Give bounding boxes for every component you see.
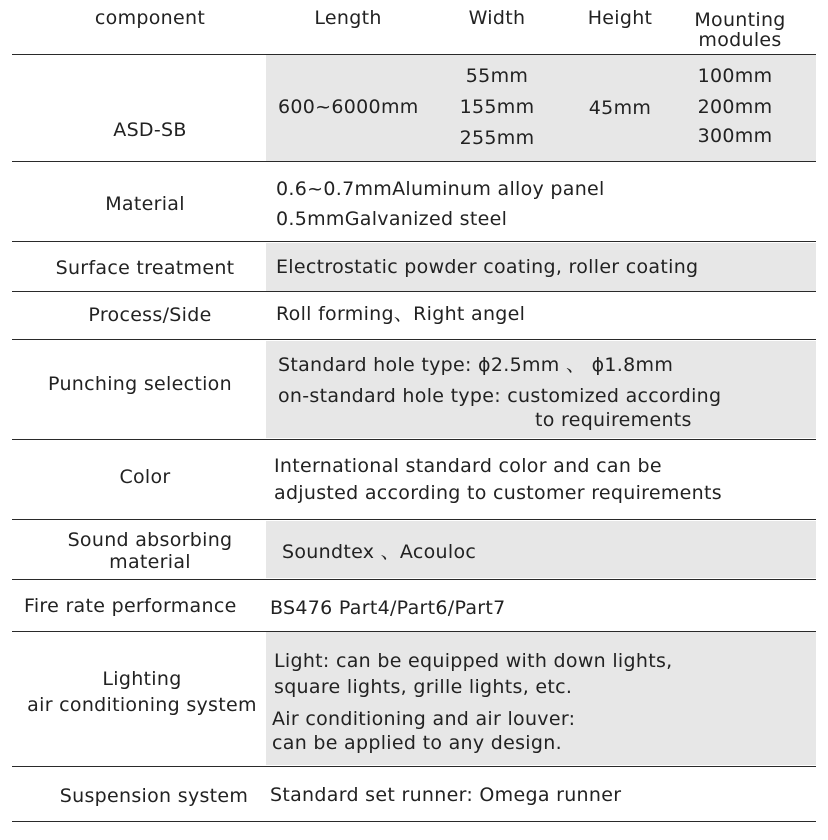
- color-label: Color: [119, 466, 171, 488]
- header-height: Height: [587, 7, 653, 29]
- row-divider: [12, 54, 816, 55]
- row-divider: [12, 766, 816, 767]
- asd-module-2: 200mm: [697, 96, 773, 118]
- sound-value: Soundtex 、Acouloc: [282, 541, 477, 563]
- lighting-line-4: can be applied to any design.: [272, 732, 562, 754]
- fire-label: Fire rate performance: [24, 595, 237, 617]
- header-mounting-line2: modules: [698, 29, 782, 51]
- punching-label: Punching selection: [48, 373, 232, 395]
- row-divider: [12, 519, 816, 520]
- row-divider: [12, 339, 816, 340]
- asd-width-3: 255mm: [459, 127, 535, 149]
- color-line-2: adjusted according to customer requirements: [274, 482, 722, 504]
- header-length: Length: [314, 7, 382, 29]
- asd-height: 45mm: [588, 97, 652, 119]
- suspension-label: Suspension system: [59, 785, 249, 807]
- lighting-line-3: Air conditioning and air louver:: [272, 708, 576, 730]
- process-value: Roll forming、Right angel: [276, 303, 526, 325]
- asd-module-3: 300mm: [697, 125, 773, 147]
- punching-line-1: Standard hole type: ϕ2.5mm 、 ϕ1.8mm: [278, 354, 674, 376]
- surface-value: Electrostatic powder coating, roller coating: [276, 256, 699, 278]
- row-divider: [12, 291, 816, 292]
- row-divider: [12, 439, 816, 440]
- asd-width-2: 155mm: [459, 96, 535, 118]
- asd-label: ASD-SB: [113, 119, 187, 141]
- header-component: component: [94, 7, 206, 29]
- punching-line-2: on-standard hole type: customized according: [278, 385, 722, 407]
- suspension-value: Standard set runner: Omega runner: [270, 784, 622, 806]
- row-divider: [12, 241, 816, 242]
- surface-label: Surface treatment: [55, 257, 235, 279]
- material-line-2: 0.5mmGalvanized steel: [276, 208, 508, 230]
- row-divider: [12, 631, 816, 632]
- material-label: Material: [105, 193, 185, 215]
- header-width: Width: [468, 7, 526, 29]
- row-divider: [12, 579, 816, 580]
- punching-line-3: to requirements: [535, 409, 692, 431]
- row-divider: [12, 161, 816, 162]
- material-line-1: 0.6~0.7mmAluminum alloy panel: [276, 178, 605, 200]
- lighting-label-line-1: Lighting: [102, 668, 182, 690]
- sound-label-line-1: Sound absorbing: [67, 529, 233, 551]
- asd-width-1: 55mm: [465, 65, 529, 87]
- fire-value: BS476 Part4/Part6/Part7: [270, 597, 506, 619]
- sound-label-line-2: material: [109, 551, 191, 573]
- lighting-line-1: Light: can be equipped with down lights,: [274, 650, 673, 672]
- row-divider: [12, 821, 816, 822]
- header-mounting-line1: Mounting: [694, 9, 786, 31]
- color-line-1: International standard color and can be: [274, 455, 662, 477]
- asd-module-1: 100mm: [697, 65, 773, 87]
- process-label: Process/Side: [88, 304, 212, 326]
- asd-length: 600~6000mm: [278, 96, 419, 118]
- lighting-label-line-2: air conditioning system: [27, 694, 257, 716]
- lighting-line-2: square lights, grille lights, etc.: [274, 676, 573, 698]
